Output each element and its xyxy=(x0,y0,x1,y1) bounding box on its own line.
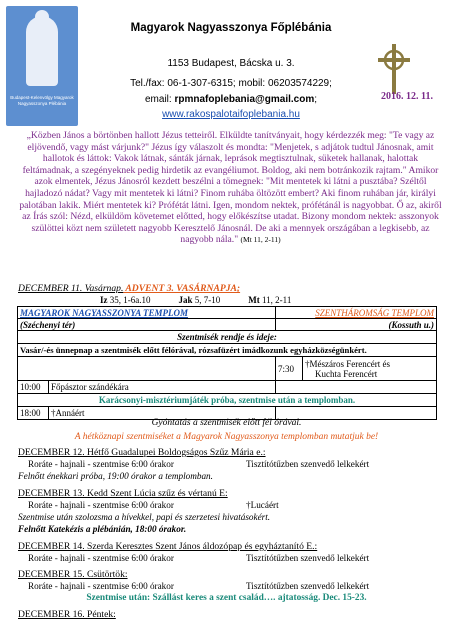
parish-address: 1153 Budapest, Bácska u. 3. xyxy=(167,58,295,69)
row18-intent: †Annáért xyxy=(49,407,276,420)
celtic-cross-icon xyxy=(376,44,412,94)
sunday-title: ADVENT 3. VASÁRNAPJA; xyxy=(123,283,241,294)
day-dec15-note: Szentmise után: Szállást keres a szent család…. ajtatosság. Dec. 15-23. xyxy=(86,593,367,603)
row10-right-empty xyxy=(276,381,437,394)
day-dec15-heading: DECEMBER 15. Csütörtök: xyxy=(18,569,128,580)
day-dec15-intent: Tisztítótűzben szenvedő lelkekért xyxy=(246,581,370,591)
gospel-reference: (Mt 11, 2-11) xyxy=(240,235,281,245)
day-dec13-note2: Felnőtt Katekézis a plébánián, 18:00 órakor. xyxy=(18,524,187,534)
website-line xyxy=(86,109,376,120)
reading-2: Jak 5, 7-10 xyxy=(178,295,221,305)
row730-left-empty xyxy=(18,357,276,381)
day-dec15-mass: Roráte - hajnali - szentmise 6:00 órakor xyxy=(28,581,174,591)
day-dec14-mass: Roráte - hajnali - szentmise 6:00 órakor xyxy=(28,553,174,563)
church1-location: (Széchenyi tér) xyxy=(18,319,276,331)
day-dec14-heading: DECEMBER 14. Szerda Keresztes Szent János áldozópap és egyháztanító E.: xyxy=(18,541,318,552)
day-dec12-heading: DECEMBER 12. Hétfő Guadalupei Boldogságos Szűz Mária e.: xyxy=(18,447,266,458)
parish-name: Magyarok Nagyasszonya Főplébánia xyxy=(130,22,332,34)
gospel-quote xyxy=(18,130,443,246)
day-dec13-note1: Szentmise után szolozsma a hívekkel, papi és szerzetesi hivatásokért. xyxy=(18,512,271,522)
parish-email-line xyxy=(86,94,376,105)
day-dec13-heading: DECEMBER 13. Kedd Szent Lúcia szűz és vértanú E: xyxy=(18,488,228,499)
confession-note: Gyóntatás a szentmisék előtt fél órával. xyxy=(151,418,302,428)
parish-logo xyxy=(6,6,78,126)
mass-order-label: Szentmisék rendje és ideje: xyxy=(18,331,437,344)
sunday-date: DECEMBER 11. Vasárnap. xyxy=(18,283,124,294)
email-address[interactable]: rpmnafoplebania@gmail.com xyxy=(174,94,315,105)
weekday-note: A hétköznapi szentmiséket a Magyarok Nagyasszonya templomban mutatjuk be! xyxy=(74,432,379,442)
row10-time: 10:00 xyxy=(18,381,49,394)
website-link[interactable]: www.rakospalotaifoplebania.hu xyxy=(162,109,300,120)
row18-time: 18:00 xyxy=(18,407,49,420)
nativity-play-note: Karácsonyi-misztériumjáték próba, szentmise után a templomban. xyxy=(18,394,437,407)
reading-1: Iz 35, 1-6a.10 xyxy=(100,295,151,305)
row730-intent: †Mészáros Ferencért és Kuchta Ferencért xyxy=(303,357,437,381)
row10-intent: Főpásztor szándékára xyxy=(49,381,276,394)
church1-cell: MAGYAROK NAGYASSZONYA TEMPLOM xyxy=(18,307,276,319)
church2-cell: SZENTHÁROMSÁG TEMPLOM xyxy=(276,307,437,319)
email-sep: ; xyxy=(314,94,317,105)
day-dec12-note: Felnőtt énekkari próba, 19:00 órakor a templomban. xyxy=(18,471,213,481)
bulletin-date: 2016. 12. 11. xyxy=(381,91,433,102)
parish-phone: Tel./fax: 06-1-307-6315; mobil: 06203574229; xyxy=(130,78,332,89)
day-dec12-intent: Tisztítótűzben szenvedő lelkekért xyxy=(246,459,370,469)
logo-caption: Budapest-Kelenvölgy Magyarok Nagyasszonya Plébánia xyxy=(10,95,74,106)
row730-time: 7:30 xyxy=(276,357,303,381)
day-dec14-intent: Tisztítótűzben szenvedő lelkekért xyxy=(246,553,370,563)
madonna-figure-shape xyxy=(26,16,58,86)
day-dec13-intent: †Lucáért xyxy=(246,500,279,510)
reading-3: Mt 11, 2-11 xyxy=(248,295,292,305)
day-dec13-mass: Roráte - hajnali - szentmise 6:00 órakor xyxy=(28,500,174,510)
sunday-readings xyxy=(100,295,400,305)
day-dec12-mass: Roráte - hajnali - szentmise 6:00 órakor xyxy=(28,459,174,469)
email-label: email: xyxy=(144,94,175,105)
day-dec16-heading: DECEMBER 16. Péntek: xyxy=(18,609,116,620)
mass-schedule-table xyxy=(17,306,437,420)
gospel-text: „Közben János a börtönben hallott Jézus tetteiről. Elküldte tanítványait, hogy kérdezzék meg: "Te vagy az eljövendő, vagy mást várjunk?" Jézus így válaszolt és mondta: "Menjetek, s adjátok tudtul Jánosnak, amit hallotok és láttok: Vakok látnak, sánták járnak, leprások megtisztulnak, süketek hallanak, halottak feltámadnak, a szegényeknek pedig hirdetik az evangéliumot. Boldog, aki nem botránkozik rajtam." Amikor azok elmentek, Jézus Jánosról kezdett beszélni a tömegnek: "Mit mentetek ki látni a pusztába? Széltől hajladozó nádat? Vagy mit mentetek ki látni? Finom ruhába öltözött embert? Aki finom ruhában jár, királyi palotában lakik. Miért mentetek ki? Prófétát látni. Igen, mondom nektek, prófétánál is nagyobbat. Ő az, akiről az Írás szól: Nézd, elküldöm követemet előtted, hogy előkészítse utadat. Bizony mondom nektek: asszonyok szülöttei közt nem született nagyobb Keresztelő Jánosnál. De aki a mennyek országában a legkisebb, az nagyobb nála." xyxy=(19,130,442,246)
rosary-note: Vasár/-és ünnepnap a szentmisék előtt félórával, rózsafüzért imádkozunk egyházközségünkért. xyxy=(18,344,437,357)
church2-location: (Kossuth u.) xyxy=(276,319,437,331)
sunday-heading xyxy=(18,283,240,294)
